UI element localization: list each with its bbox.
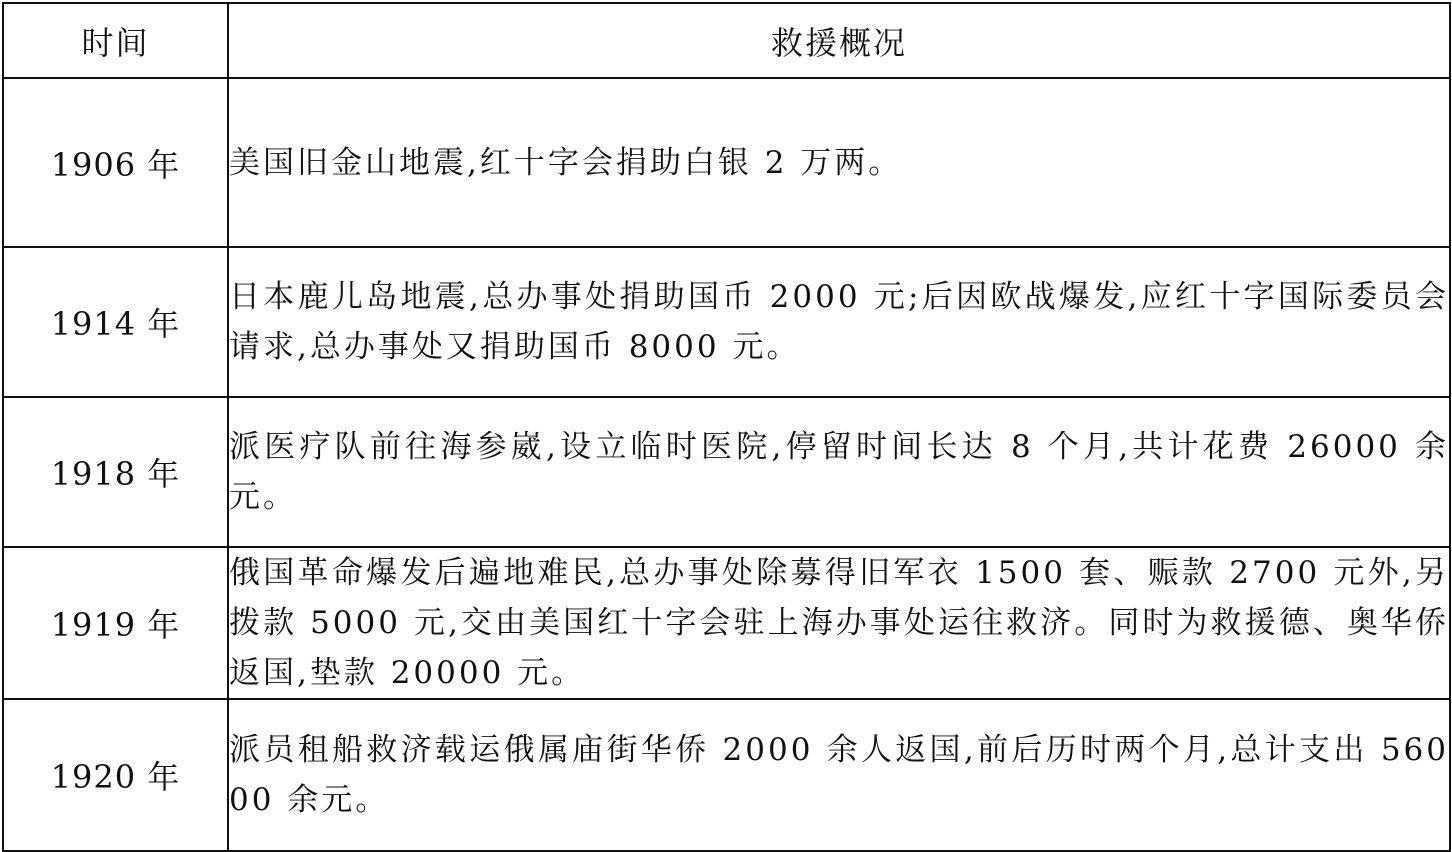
row-time: 1920 年 (3, 699, 228, 851)
row-time: 1906 年 (3, 78, 228, 247)
row-description: 俄国革命爆发后遍地难民,总办事处除募得旧军衣 1500 套、赈款 2700 元外,另拨款 5000 元,交由美国红十字会驻上海办事处运往救济。同时为救援德、奥华侨返国,垫款 20000 元。 (228, 547, 1450, 699)
table-row (3, 699, 1450, 851)
header-description: 救援概况 (228, 3, 1450, 78)
row-description: 派医疗队前往海参崴,设立临时医院,停留时间长达 8 个月,共计花费 26000 余元。 (228, 397, 1450, 547)
table-row (3, 397, 1450, 547)
header-time: 时间 (3, 3, 228, 78)
row-description: 美国旧金山地震,红十字会捐助白银 2 万两。 (228, 78, 1450, 247)
row-description: 派员租船救济载运俄属庙街华侨 2000 余人返国,前后历时两个月,总计支出 56000 余元。 (228, 699, 1450, 851)
table-row (3, 247, 1450, 397)
table-row (3, 547, 1450, 699)
row-time: 1919 年 (3, 547, 228, 699)
row-time: 1918 年 (3, 397, 228, 547)
row-time: 1914 年 (3, 247, 228, 397)
table-header-row (3, 3, 1450, 78)
relief-history-table (2, 2, 1451, 852)
table-row (3, 78, 1450, 247)
row-description: 日本鹿儿岛地震,总办事处捐助国币 2000 元;后因欧战爆发,应红十字国际委员会请求,总办事处又捐助国币 8000 元。 (228, 247, 1450, 397)
